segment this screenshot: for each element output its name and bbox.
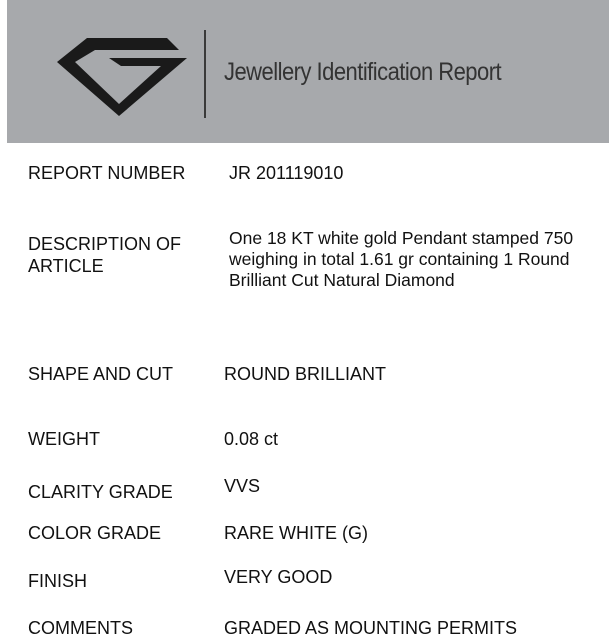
shape-and-cut-value: ROUND BRILLIANT [224,364,387,384]
shape-and-cut-label: SHAPE AND CUT [28,364,174,384]
color-grade-value: RARE WHITE (G) [224,523,368,543]
comments-label: COMMENTS [28,618,133,638]
report-number-value: JR 201119010 [229,163,344,183]
color-grade-label: COLOR GRADE [28,523,162,543]
description-label: DESCRIPTION OF ARTICLE [28,234,182,276]
description-value: One 18 KT white gold Pendant stamped 750 weighing in total 1.61 gr containing 1 Round Brilliant Cut Natural Diamond [229,228,574,290]
finish-label: FINISH [28,571,88,591]
clarity-grade-label: CLARITY GRADE [28,482,173,502]
report-number-label: REPORT NUMBER [28,163,186,183]
report-header [7,0,609,143]
weight-value: 0.08 ct [224,429,279,449]
comments-value: GRADED AS MOUNTING PERMITS [224,618,518,638]
clarity-grade-value: VVS [224,476,261,496]
diamond-g-logo-icon [49,30,189,120]
header-divider [204,30,206,118]
weight-label: WEIGHT [28,429,100,449]
report-title: Jewellery Identification Report [224,58,502,86]
finish-value: VERY GOOD [224,567,333,587]
